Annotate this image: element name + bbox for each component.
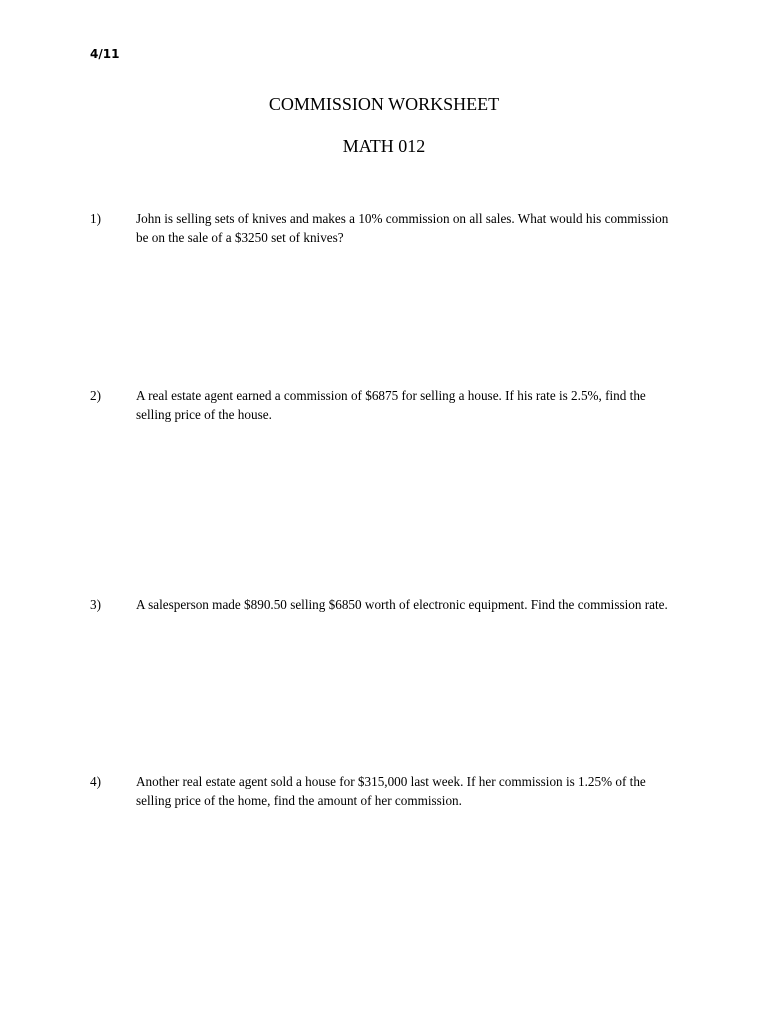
- question-text: A salesperson made $890.50 selling $6850 worth of electronic equipment. Find the commission rate.: [136, 597, 668, 612]
- question-number: 3): [90, 597, 101, 612]
- date-label: 4/11: [90, 47, 120, 61]
- course-title: MATH 012: [342, 136, 426, 156]
- question-text: John is selling sets of knives and makes a 10% commission on all sales. What would his commission be on the sale of a $3250 set of knives?: [136, 211, 669, 245]
- worksheet-title: COMMISSION WORKSHEET: [268, 94, 500, 114]
- question-text: Another real estate agent sold a house for $315,000 last week. If her commission is 1.25% of the selling price of the home, find the amount of her commission.: [136, 774, 646, 808]
- question-number: 2): [90, 388, 101, 403]
- question-number: 1): [90, 211, 101, 226]
- question-number: 4): [90, 774, 101, 789]
- question-text: A real estate agent earned a commission of $6875 for selling a house. If his rate is 2.5%, find the selling price of the house.: [136, 388, 646, 422]
